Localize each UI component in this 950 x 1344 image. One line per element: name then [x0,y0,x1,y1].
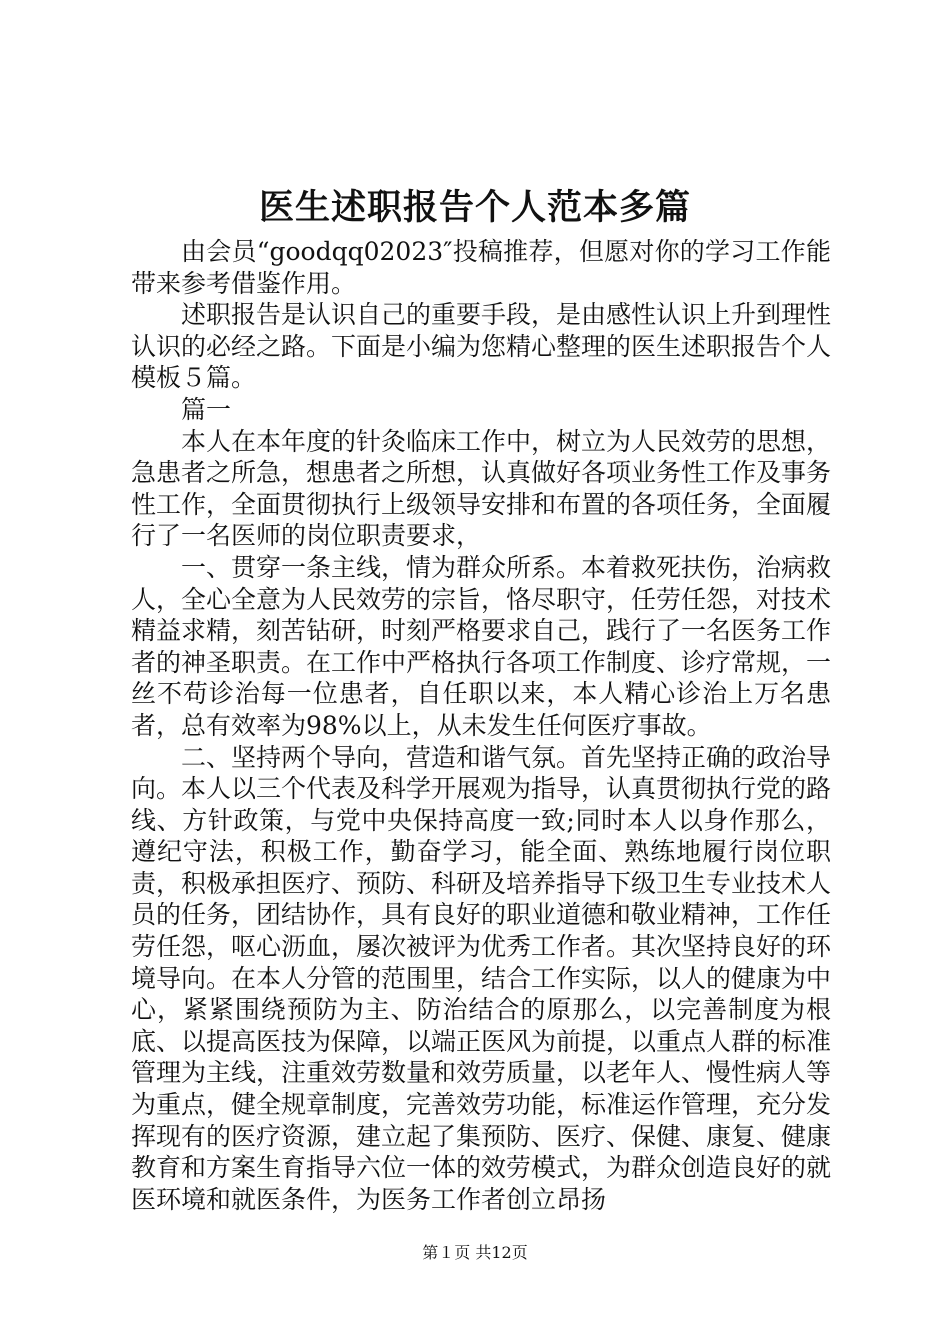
body-paragraph: 二、坚持两个导向，营造和谐气氛。首先坚持正确的政治导向。本人以三个代表及科学开展观为指导，认真贯彻执行党的路线、方针政策，与党中央保持高度一致;同时本人以身作那么，遵纪守法，积极工作，勤奋学习，能全面、熟练地履行岗位职责，积极承担医疗、预防、科研及培养指导下级卫生专业技术人员的任务，团结协作，具有良好的职业道德和敬业精神，工作任劳任怨，呕心沥血，屡次被评为优秀工作者。其次坚持良好的环境导向。在本人分管的范围里，结合工作实际，以人的健康为中心，紧紧围绕预防为主、防治结合的原那么，以完善制度为根底、以提高医技为保障，以端正医风为前提，以重点人群的标准管理为主线，注重效劳数量和效劳质量，以老年人、慢性病人等为重点，健全规章制度，完善效劳功能，标准运作管理，充分发挥现有的医疗资源，建立起了集预防、医疗、保健、康复、健康教育和方案生育指导六位一体的效劳模式，为群众创造良好的就医环境和就医条件，为医务工作者创立昂扬 [131,742,832,1214]
body-paragraph: 一、贯穿一条主线，情为群众所系。本着救死扶伤，治病救人，全心全意为人民效劳的宗旨，恪尽职守，任劳任怨，对技术精益求精，刻苦钻研，时刻严格要求自己，践行了一名医务工作者的神圣职责。在工作中严格执行各项工作制度、诊疗常规，一丝不苟诊治每一位患者，自任职以来，本人精心诊治上万名患者，总有效率为98%以上，从未发生任何医疗事故。 [131,552,832,740]
summary-paragraph: 述职报告是认识自己的重要手段，是由感性认识上升到理性认识的必经之路。下面是小编为您精心整理的医生述职报告个人模板５篇。 [131,300,832,393]
section-heading: 篇一 [181,394,232,424]
intro-paragraph: 由会员“goodqq02023″投稿推荐，但愿对你的学习工作能带来参考借鉴作用。 [131,237,831,298]
page-number: 第１页 共12页 [422,1243,528,1262]
document-body [131,236,831,1215]
document-title: 医生述职报告个人范本多篇 [258,187,691,228]
body-paragraph: 本人在本年度的针灸临床工作中，树立为人民效劳的思想，急患者之所急，想患者之所想，认真做好各项业务性工作及事务性工作，全面贯彻执行上级领导安排和布置的各项任务，全面履行了一名医师的岗位职责要求， [131,426,832,551]
